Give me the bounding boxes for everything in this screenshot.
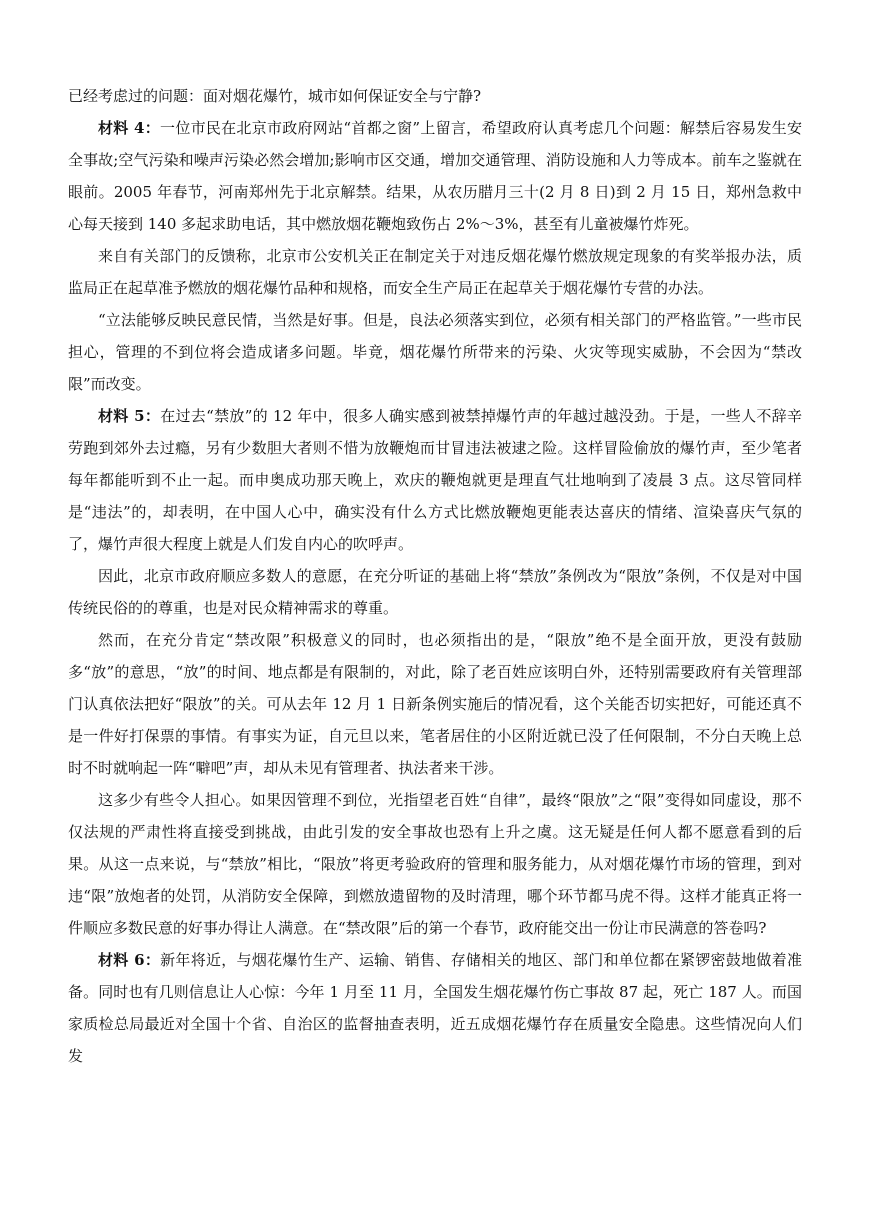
paragraph-text: 新年将近，与烟花爆竹生产、运输、销售、存储相关的地区、部门和单位都在紧锣密鼓地做着准备。同时也有几则信息让人心惊：今年 1 月至 11 月，全国发生烟花爆竹伤亡事故 87 起，死亡 187 人。而国家质检总局最近对全国十个省、自治区的监督抽查表明，近五成烟花爆竹存在质量安全隐患。这些情况向人们发 bbox=[68, 951, 802, 1065]
paragraph-text: 然而，在充分肯定“禁改限”积极意义的同时，也必须指出的是，“限放”绝不是全面开放，更没有鼓励多“放”的意思，“放”的时间、地点都是有限制的，对此，除了老百姓应该明白外，还特别需要政府有关管理部门认真依法把好“限放”的关。可从去年 12 月 1 日新条例实施后的情况看，这个关能否切实把好，可能还真不是一件好打保票的事情。有事实为证，自元旦以来，笔者居住的小区附近就已没了任何限制，不分白天晚上总时不时就响起一阵“噼吧”声，却从未见有管理者、执法者来干涉。 bbox=[68, 631, 802, 777]
paragraph-4 bbox=[68, 304, 802, 400]
paragraph-5 bbox=[68, 400, 802, 560]
paragraph-text: 一位市民在北京市政府网站“首都之窗”上留言，希望政府认真考虑几个问题：解禁后容易发生安全事故;空气污染和噪声污染必然会增加;影响市区交通，增加交通管理、消防设施和人力等成本。前车之鉴就在眼前。2005 年春节，河南郑州先于北京解禁。结果，从农历腊月三十(2 月 8 日)到 2 月 15 日，郑州急救中心每天接到 140 多起求助电话，其中燃放烟花鞭炮致伤占 2%～3%，甚至有儿童被爆竹炸死。 bbox=[68, 119, 802, 233]
paragraph-7 bbox=[68, 624, 802, 784]
paragraph-text: 来自有关部门的反馈称，北京市公安机关正在制定关于对违反烟花爆竹燃放规定现象的有奖举报办法，质监局正在起草准予燃放的烟花爆竹品种和规格，而安全生产局正在起草关于烟花爆竹专营的办法。 bbox=[68, 247, 802, 297]
paragraph-text: 因此，北京市政府顺应多数人的意愿，在充分听证的基础上将“禁放”条例改为“限放”条例，不仅是对中国传统民俗的的尊重，也是对民众精神需求的尊重。 bbox=[68, 567, 802, 617]
material-label: 材料 4： bbox=[98, 119, 161, 137]
paragraph-text: “立法能够反映民意民情，当然是好事。但是，良法必须落实到位，必须有相关部门的严格监管。”一些市民担心，管理的不到位将会造成诸多问题。毕竟，烟花爆竹所带来的污染、火灾等现实威胁，不会因为“禁改限”而改变。 bbox=[68, 311, 802, 393]
material-label: 材料 5： bbox=[98, 407, 161, 425]
paragraph-text: 在过去“禁放”的 12 年中，很多人确实感到被禁掉爆竹声的年越过越没劲。于是，一些人不辞辛劳跑到郊外去过瘾，另有少数胆大者则不惜为放鞭炮而甘冒违法被逮之险。这样冒险偷放的爆竹声，至少笔者每年都能听到不止一起。而申奥成功那天晚上，欢庆的鞭炮就更是理直气壮地响到了凌晨 3 点。这尽管同样是“违法”的，却表明，在中国人心中，确实没有什么方式比燃放鞭炮更能表达喜庆的情绪、渲染喜庆气氛的了，爆竹声很大程度上就是人们发自内心的吹呼声。 bbox=[68, 407, 802, 553]
paragraph-2 bbox=[68, 112, 802, 240]
paragraph-text: 这多少有些令人担心。如果因管理不到位，光指望老百姓“自律”，最终“限放”之“限”变得如同虚设，那不仅法规的严肃性将直接受到挑战，由此引发的安全事故也恐有上升之虞。这无疑是任何人都不愿意看到的后果。从这一点来说，与“禁放”相比，“限放”将更考验政府的管理和服务能力，从对烟花爆竹市场的管理，到对违“限”放炮者的处罚，从消防安全保障，到燃放遗留物的及时清理，哪个环节都马虎不得。这样才能真正将一件顺应多数民意的好事办得让人满意。在“禁改限”后的第一个春节，政府能交出一份让市民满意的答卷吗? bbox=[68, 791, 802, 937]
paragraph-6 bbox=[68, 560, 802, 624]
paragraph-text: 已经考虑过的问题：面对烟花爆竹，城市如何保证安全与宁静? bbox=[68, 87, 482, 105]
paragraph-9 bbox=[68, 944, 802, 1072]
paragraph-8 bbox=[68, 784, 802, 944]
document-body bbox=[68, 80, 802, 1072]
paragraph-3 bbox=[68, 240, 802, 304]
paragraph-1 bbox=[68, 80, 802, 112]
material-label: 材料 6： bbox=[98, 951, 161, 969]
